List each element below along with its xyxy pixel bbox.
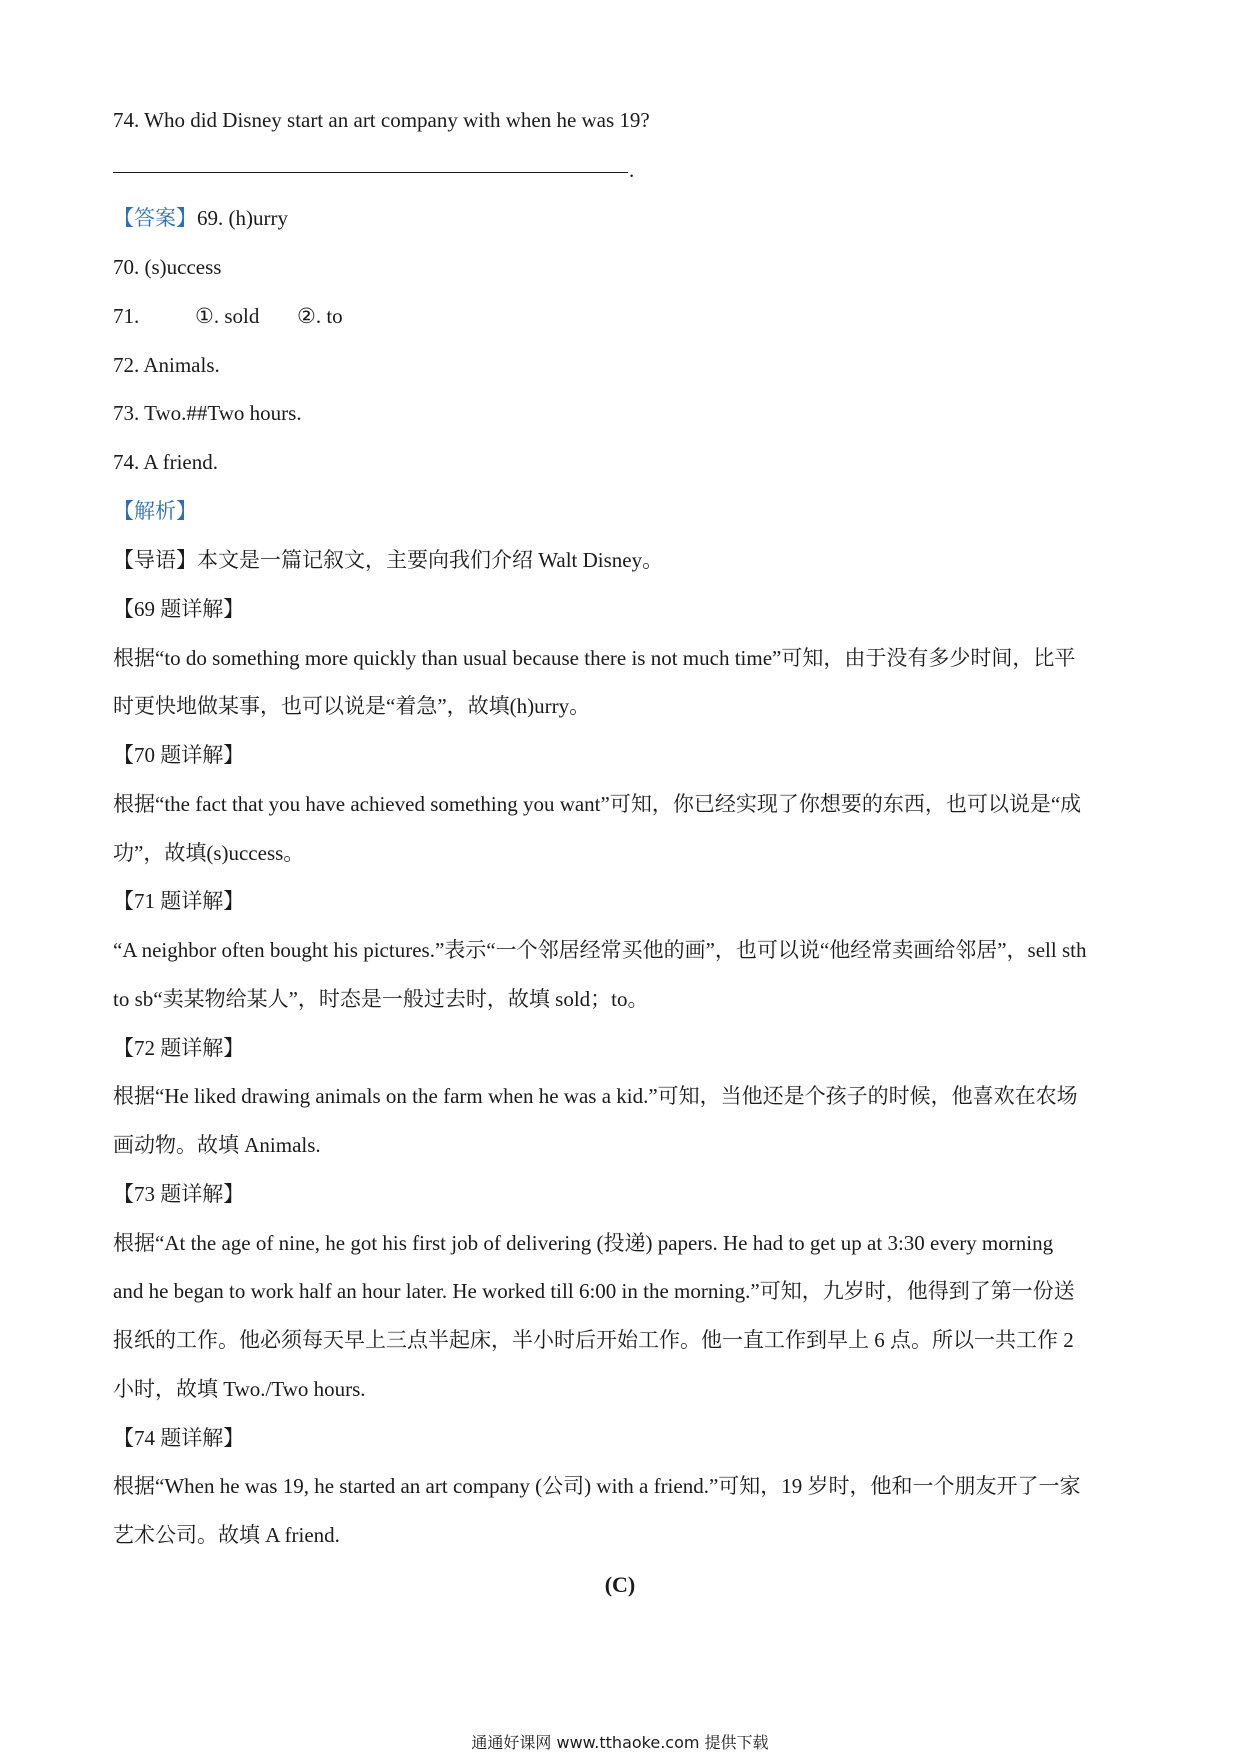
- detail-73-line-4: 小时，故填 Two./Two hours.: [113, 1377, 366, 1401]
- answer-74: 74. A friend.: [113, 450, 218, 474]
- detail-70-line-1: 根据“the fact that you have achieved something you want”可知，你已经实现了你想要的东西，也可以说是“成: [113, 792, 1082, 816]
- answer-tag: 【答案】: [113, 206, 197, 230]
- detail-73-line-1: 根据“At the age of nine, he got his first job of delivering (投递) papers. He had to get up at 3:30 every morning: [113, 1231, 1054, 1255]
- answer-71-line: [113, 302, 1133, 330]
- section-c-heading: (C): [604, 1572, 636, 1597]
- analysis-tag: 【解析】: [113, 499, 197, 523]
- detail-74-line-1: 根据“When he was 19, he started an art company (公司) with a friend.”可知，19 岁时，他和一个朋友开了一家: [113, 1474, 1081, 1498]
- detail-73-line-3: 报纸的工作。他必须每天早上三点半起床，半小时后开始工作。他一直工作到早上 6 点。所以一共工作 2: [113, 1328, 1074, 1352]
- heading-71: 【71 题详解】: [113, 889, 245, 913]
- answer-71-option-1: ①. sold: [195, 304, 260, 328]
- answer-69-line: [113, 204, 1133, 232]
- answer-72: 72. Animals.: [113, 353, 220, 377]
- heading-69: 【69 题详解】: [113, 597, 245, 621]
- detail-71-line-2: to sb“卖某物给某人”，时态是一般过去时，故填 sold；to。: [113, 987, 649, 1011]
- detail-74-line-2: 艺术公司。故填 A friend.: [113, 1523, 340, 1547]
- heading-70: 【70 题详解】: [113, 743, 245, 767]
- answer-71-number: 71.: [113, 304, 140, 328]
- detail-73-line-2: and he began to work half an hour later. He worked till 6:00 in the morning.”可知，九岁时，他得到了第一份送: [113, 1279, 1075, 1303]
- answer-71-option-2: ②. to: [297, 304, 343, 328]
- heading-74: 【74 题详解】: [113, 1426, 245, 1450]
- answer-blank-line: [113, 172, 628, 173]
- detail-71-line-1: “A neighbor often bought his pictures.”表示“一个邻居经常买他的画”，也可以说“他经常卖画给邻居”，sell sth: [113, 938, 1087, 962]
- detail-70-line-2: 功”，故填(s)uccess。: [113, 841, 305, 865]
- detail-72-line-1: 根据“He liked drawing animals on the farm when he was a kid.”可知，当他还是个孩子的时候，他喜欢在农场: [113, 1084, 1078, 1108]
- answer-70: 70. (s)uccess: [113, 255, 222, 279]
- page-footer: 通通好课网 www.tthaoke.com 提供下载: [471, 1733, 769, 1752]
- blank-period: .: [629, 158, 635, 182]
- question-74: 74. Who did Disney start an art company with when he was 19?: [113, 108, 650, 132]
- detail-69-line-1: 根据“to do something more quickly than usual because there is not much time”可知，由于没有多少时间，比平: [113, 646, 1076, 670]
- analysis-intro: 【导语】本文是一篇记叙文，主要向我们介绍 Walt Disney。: [113, 548, 664, 572]
- detail-69-line-2: 时更快地做某事，也可以说是“着急”，故填(h)urry。: [113, 694, 591, 718]
- heading-72: 【72 题详解】: [113, 1036, 245, 1060]
- detail-72-line-2: 画动物。故填 Animals.: [113, 1133, 321, 1157]
- answer-69: 69. (h)urry: [197, 206, 288, 230]
- heading-73: 【73 题详解】: [113, 1182, 245, 1206]
- answer-73: 73. Two.##Two hours.: [113, 401, 302, 425]
